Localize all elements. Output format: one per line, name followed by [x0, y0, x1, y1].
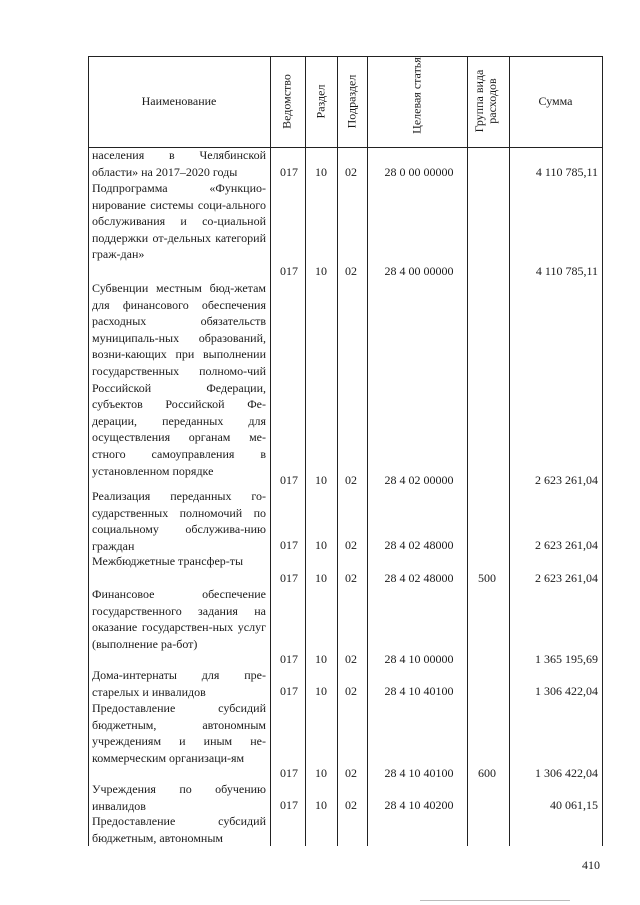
header-department: Ведомство: [279, 74, 294, 129]
row-sec: 10: [315, 165, 327, 179]
header-name: Наименование: [141, 94, 217, 108]
row-sub: 02: [345, 684, 357, 698]
row-dept: 017: [280, 165, 298, 179]
row-sub: 02: [345, 264, 357, 278]
row-sub: 02: [345, 538, 357, 552]
row-sub: 02: [345, 766, 357, 780]
row-sec: 10: [315, 798, 327, 812]
row-name: Межбюджетные трансфер-ты: [92, 554, 244, 568]
row-sec: 10: [315, 571, 327, 585]
row-sec: 10: [315, 652, 327, 666]
row-sec: 10: [315, 538, 327, 552]
row-dept: 017: [280, 571, 298, 585]
col-border-3: [337, 56, 338, 846]
row-sum: 40 061,15: [550, 798, 598, 812]
row-article: 28 4 00 00000: [384, 264, 454, 278]
row-sum: 2 623 261,04: [535, 571, 598, 585]
header-target-article-text: Целевая статья: [409, 57, 424, 134]
row-name: Реализация переданных го-сударственных полномочий по социальному обслужива-нию граждан: [92, 489, 266, 553]
row-dept: 017: [280, 538, 298, 552]
row-sum: 2 623 261,04: [535, 473, 598, 487]
row-sub: 02: [345, 571, 357, 585]
row-sec: 10: [315, 264, 327, 278]
row-name: населения в Челябинской области» на 2017–2020 годы: [92, 148, 266, 179]
row-sub: 02: [345, 798, 357, 812]
row-sec: 10: [315, 473, 327, 487]
header-section: Раздел: [313, 84, 328, 119]
row-group: 500: [478, 571, 496, 585]
col-border-6: [509, 56, 510, 846]
row-sum: 1 365 195,69: [535, 652, 598, 666]
table-right-border: [602, 56, 603, 846]
row-dept: 017: [280, 798, 298, 812]
row-sum: 4 110 785,11: [535, 264, 598, 278]
header-expense-group: [473, 59, 499, 143]
header-sum: Сумма: [538, 94, 573, 108]
row-article: 28 4 10 40100: [384, 766, 454, 780]
row-name: Подпрограмма «Функцио-нирование системы соци-ального обслуживания и со-циальной поддержки от-дельных категорий граж-дан»: [92, 181, 266, 262]
row-sec: 10: [315, 766, 327, 780]
row-name: Предоставление субсидий бюджетным, автономным: [92, 814, 266, 845]
col-border-1: [270, 56, 271, 846]
row-sub: 02: [345, 165, 357, 179]
row-name: Дома-интернаты для пре-старелых и инвалидов: [92, 668, 266, 699]
row-dept: 017: [280, 684, 298, 698]
row-article: 28 4 10 40100: [384, 684, 454, 698]
row-sum: 1 306 422,04: [535, 684, 598, 698]
row-name: Субвенции местным бюд-жетам для финансового обеспечения расходных обязательств муниципаль-ных образований, возни-кающих при выполнении государственных полномо-чий Российской Федерации, субъектов Российской Фе-дерации, переданных для осуществления органам ме-стного самоуправления в установленном порядке: [92, 281, 266, 478]
row-sum: 4 110 785,11: [535, 165, 598, 179]
row-sub: 02: [345, 652, 357, 666]
col-border-2: [305, 56, 306, 846]
row-sub: 02: [345, 473, 357, 487]
table-left-border: [88, 56, 89, 846]
row-article: 28 4 02 48000: [384, 538, 454, 552]
page-number: 410: [582, 858, 600, 872]
footer-divider: [420, 900, 570, 901]
row-article: 28 0 00 00000: [384, 165, 454, 179]
row-name: Финансовое обеспечение государственного задания на оказание государствен-ных услуг (выполнение ра-бот): [92, 587, 266, 651]
table-top-border: [88, 56, 602, 57]
header-target-article: [411, 56, 424, 136]
col-border-4: [367, 56, 368, 846]
row-sum: 2 623 261,04: [535, 538, 598, 552]
row-dept: 017: [280, 264, 298, 278]
row-sum: 1 306 422,04: [535, 766, 598, 780]
header-expense-group-text: Группа вида расходов: [472, 69, 499, 133]
row-article: 28 4 02 48000: [384, 571, 454, 585]
header-subsection: Подраздел: [344, 74, 359, 129]
row-name: Учреждения по обучению инвалидов: [92, 782, 266, 813]
row-article: 28 4 10 00000: [384, 652, 454, 666]
row-group: 600: [478, 766, 496, 780]
row-article: 28 4 02 00000: [384, 473, 454, 487]
row-dept: 017: [280, 652, 298, 666]
row-dept: 017: [280, 766, 298, 780]
row-name: Предоставление субсидий бюджетным, автономным учреждениям и иным не-коммерческим организаци-ям: [92, 701, 266, 765]
col-border-5: [467, 56, 468, 846]
row-article: 28 4 10 40200: [384, 798, 454, 812]
row-dept: 017: [280, 473, 298, 487]
row-sec: 10: [315, 684, 327, 698]
